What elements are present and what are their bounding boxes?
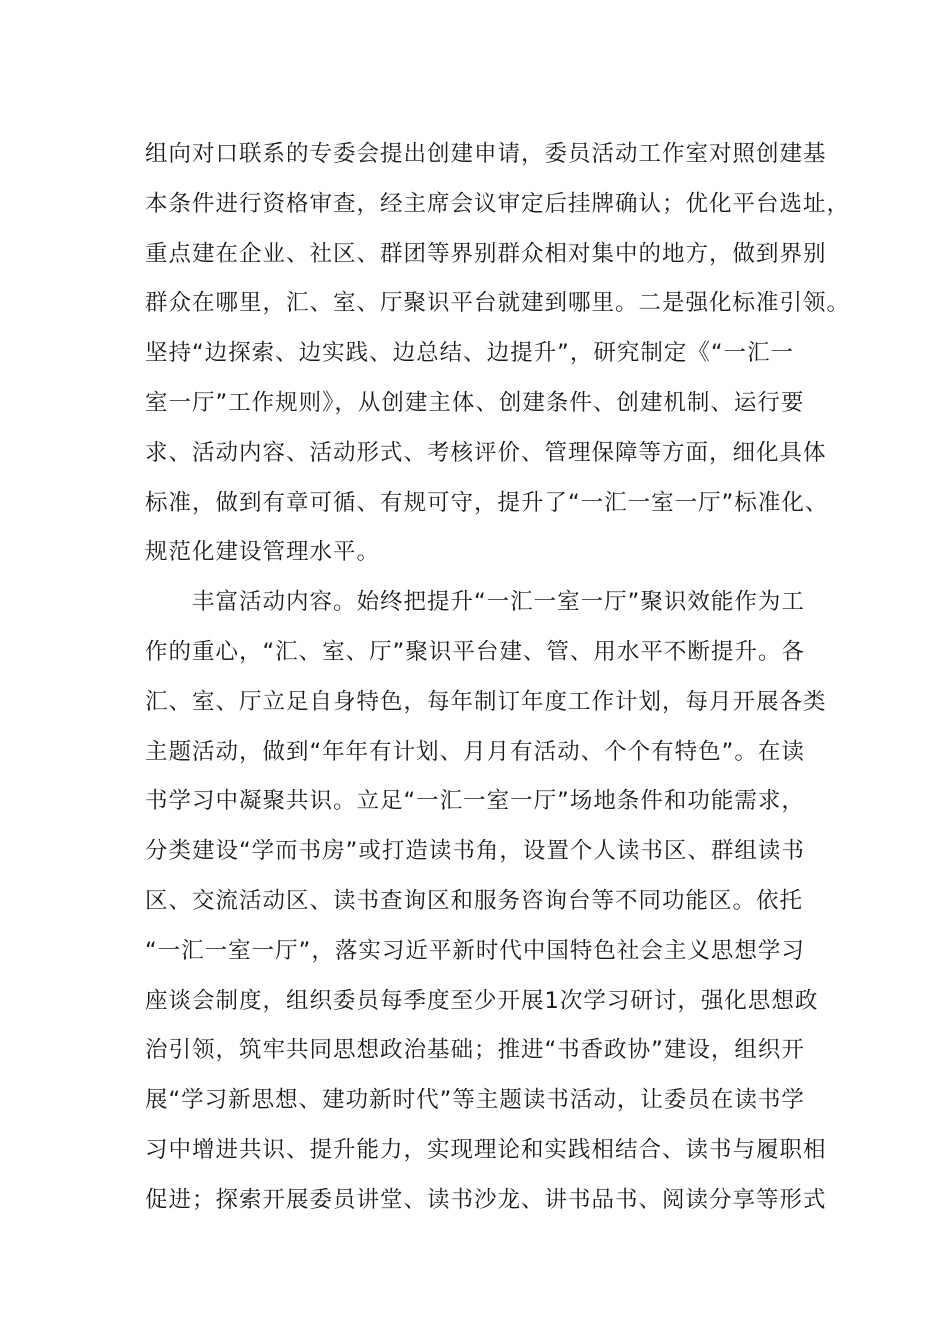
text-line: 习中增进共识、提升能力，实现理论和实践相结合、读书与履职相 <box>145 1136 827 1163</box>
text-line: 规范化建设管理水平。 <box>145 539 381 566</box>
text-line: 群众在哪里，汇、室、厅聚识平台就建到哪里。二是强化标准引领。 <box>145 290 851 317</box>
text-line: 治引领，筑牢共同思想政治基础；推进“书香政协”建设，组织开 <box>145 1037 805 1064</box>
text-line: 本条件进行资格审查，经主席会议审定后挂牌确认；优化平台选址， <box>145 190 851 217</box>
text-line: 标准，做到有章可循、有规可守，提升了“一汇一室一厅”标准化、 <box>145 489 829 516</box>
text-line: 主题活动，做到“年年有计划、月月有活动、个个有特色”。在读 <box>145 738 805 765</box>
text-line: 室一厅”工作规则》，从创建主体、创建条件、创建机制、运行要 <box>145 389 805 416</box>
text-line: 重点建在企业、社区、群团等界别群众相对集中的地方，做到界别 <box>145 240 827 267</box>
text-line: 作的重心，“汇、室、厅”聚识平台建、管、用水平不断提升。各 <box>145 638 805 665</box>
text-line: 书学习中凝聚共识。立足“一汇一室一厅”场地条件和功能需求， <box>145 788 805 815</box>
text-line: “一汇一室一厅”，落实习近平新时代中国特色社会主义思想学习 <box>145 937 805 964</box>
text-line: 促进；探索开展委员讲堂、读书沙龙、讲书品书、阅读分享等形式 <box>145 1186 827 1213</box>
text-line: 分类建设“学而书房”或打造读书角，设置个人读书区、群组读书 <box>145 838 805 865</box>
text-line: 组向对口联系的专委会提出创建申请，委员活动工作室对照创建基 <box>145 141 827 167</box>
document-body <box>145 130 851 1226</box>
paragraph-first-line: 丰富活动内容。始终把提升“一汇一室一厅”聚识效能作为工 <box>192 589 805 616</box>
text-line: 座谈会制度，组织委员每季度至少开展1次学习研讨，强化思想政 <box>145 987 819 1014</box>
text-line: 汇、室、厅立足自身特色，每年制订年度工作计划，每月开展各类 <box>145 688 827 715</box>
text-line: 坚持“边探索、边实践、边总结、边提升”，研究制定《“一汇一 <box>145 340 794 367</box>
text-line: 区、交流活动区、读书查询区和服务咨询台等不同功能区。依托 <box>145 887 804 914</box>
text-line: 求、活动内容、活动形式、考核评价、管理保障等方面，细化具体 <box>145 439 827 466</box>
text-line: 展“学习新思想、建功新时代”等主题读书活动，让委员在读书学 <box>145 1087 805 1114</box>
